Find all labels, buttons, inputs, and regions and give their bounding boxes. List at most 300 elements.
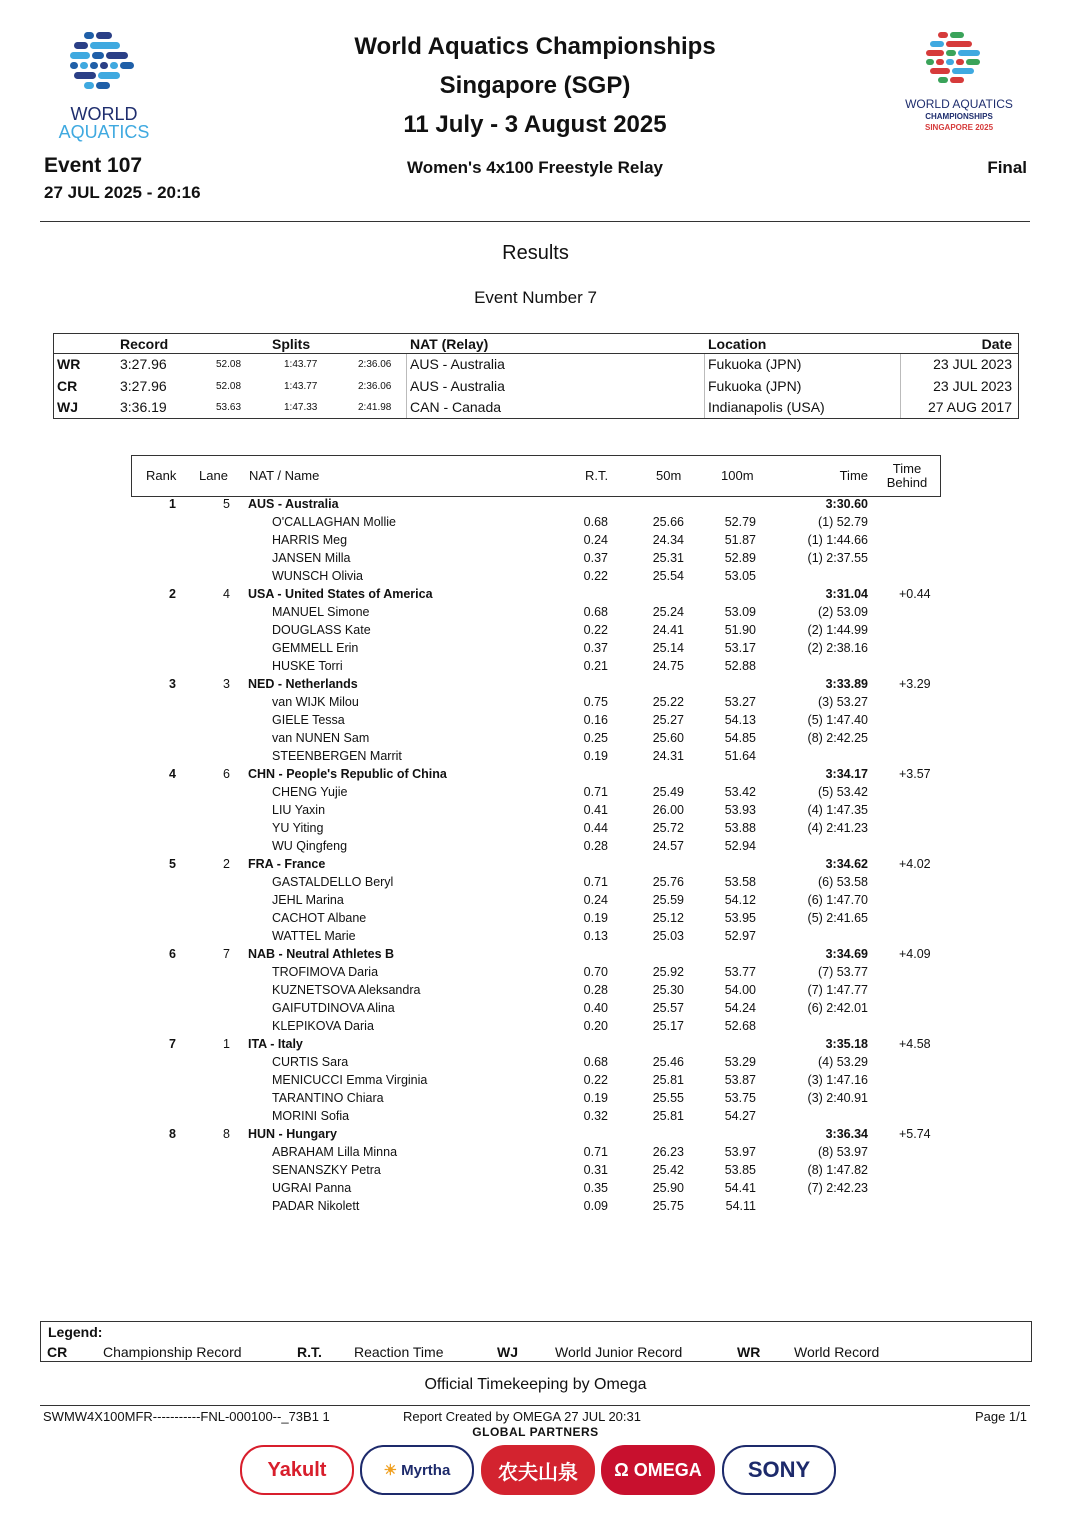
- event-name: Women's 4x100 Freestyle Relay: [406, 158, 664, 177]
- swimmer-name: CACHOT Albane: [272, 911, 367, 925]
- team-rank: 2: [169, 587, 176, 601]
- swimmer-name: JEHL Marina: [272, 893, 344, 907]
- swimmer-100m: 54.12: [724, 893, 756, 907]
- swimmer-name: van WIJK Milou: [272, 695, 359, 709]
- swimmer-cumulative: (7) 53.77: [817, 965, 868, 979]
- swimmer-reaction-time: 0.71: [583, 1145, 608, 1159]
- team-time: 3:35.18: [825, 1037, 868, 1051]
- swimmer-50m: 25.76: [652, 875, 684, 889]
- swimmer-100m: 53.88: [724, 821, 756, 835]
- col-100m: 100m: [721, 468, 754, 483]
- team-nat: NAB - Neutral Athletes B: [248, 947, 395, 961]
- team-time-behind: +0.44: [899, 587, 931, 601]
- swimmer-50m: 26.23: [652, 1145, 684, 1159]
- team-time: 3:34.69: [825, 947, 868, 961]
- swimmer-cumulative: (3) 53.27: [817, 695, 868, 709]
- swimmer-row: [131, 982, 939, 1000]
- record-row: [54, 376, 1018, 397]
- swimmer-reaction-time: 0.28: [583, 983, 608, 997]
- swimmer-50m: 25.60: [652, 731, 684, 745]
- swimmer-cumulative: (7) 2:42.23: [807, 1181, 868, 1195]
- swimmer-name: HUSKE Torri: [272, 659, 343, 673]
- swimmer-row: [131, 514, 939, 532]
- swimmer-name: HARRIS Meg: [272, 533, 348, 547]
- swimmer-100m: 53.87: [724, 1073, 756, 1087]
- partner-logo-nongfu: [481, 1445, 595, 1495]
- swimmer-reaction-time: 0.19: [583, 911, 608, 925]
- record-nat: AUS - Australia: [410, 356, 505, 372]
- partner-logo-sony: [722, 1445, 836, 1495]
- record-row: [54, 354, 1018, 375]
- swimmer-cumulative: (5) 1:47.40: [807, 713, 868, 727]
- record-s3: 2:36.06: [358, 359, 392, 370]
- swimmer-name: MENICUCCI Emma Virginia: [272, 1073, 428, 1087]
- swimmer-100m: 53.58: [724, 875, 756, 889]
- event-number-subtitle: Event Number 7: [474, 288, 597, 307]
- swimmer-50m: 25.55: [652, 1091, 684, 1105]
- swimmer-reaction-time: 0.20: [583, 1019, 608, 1033]
- record-location: Indianapolis (USA): [708, 399, 825, 415]
- swimmer-100m: 53.97: [724, 1145, 756, 1159]
- record-s2: 1:43.77: [284, 359, 318, 370]
- partner-name: SONY: [747, 1457, 811, 1482]
- team-nat: CHN - People's Republic of China: [248, 767, 447, 781]
- swimmer-100m: 54.13: [724, 713, 756, 727]
- team-row: [131, 1126, 939, 1144]
- team-time: 3:30.60: [825, 497, 868, 511]
- swimmer-100m: 53.75: [724, 1091, 756, 1105]
- swimmer-50m: 25.75: [652, 1199, 684, 1213]
- swimmer-50m: 25.66: [652, 515, 684, 529]
- team-time: 3:31.04: [825, 587, 868, 601]
- swimmer-reaction-time: 0.22: [583, 623, 608, 637]
- swimmer-reaction-time: 0.21: [583, 659, 608, 673]
- records-header-record: Record: [120, 336, 169, 352]
- title-line-2: Singapore (SGP): [439, 72, 631, 99]
- logo-right-text-2: CHAMPIONSHIPS: [925, 112, 993, 121]
- swimmer-100m: 51.87: [724, 533, 756, 547]
- swimmer-100m: 54.11: [725, 1199, 756, 1213]
- team-time-behind: +3.29: [899, 677, 931, 691]
- swimmer-name: O'CALLAGHAN Mollie: [272, 515, 396, 529]
- swimmer-reaction-time: 0.68: [583, 1055, 608, 1069]
- swimmer-100m: 53.09: [724, 605, 756, 619]
- swimmer-name: GEMMELL Erin: [272, 641, 359, 655]
- swimmer-50m: 25.30: [652, 983, 684, 997]
- swimmer-cumulative: (8) 2:42.25: [807, 731, 868, 745]
- swimmer-name: CHENG Yujie: [272, 785, 348, 799]
- swimmer-row: [131, 658, 939, 676]
- team-lane: 3: [223, 677, 230, 691]
- record-type: WR: [57, 356, 81, 372]
- team-nat: NED - Netherlands: [248, 677, 358, 691]
- swimmer-100m: 53.77: [724, 965, 756, 979]
- swimmer-100m: 52.89: [724, 551, 756, 565]
- event-datetime: 27 JUL 2025 - 20:16: [44, 183, 201, 202]
- record-row: [54, 397, 1018, 418]
- swimmer-cumulative: (3) 1:47.16: [807, 1073, 868, 1087]
- swimmer-name: SENANSZKY Petra: [272, 1163, 381, 1177]
- swimmer-name: WUNSCH Olivia: [272, 569, 363, 583]
- team-rank: 8: [169, 1127, 176, 1141]
- swimmer-name: JANSEN Milla: [272, 551, 351, 565]
- swimmer-reaction-time: 0.68: [583, 605, 608, 619]
- swimmer-row: [131, 622, 939, 640]
- swimmer-50m: 25.81: [652, 1073, 684, 1087]
- col-50m: 50m: [656, 468, 682, 483]
- championships-wave-icon: [890, 30, 1028, 92]
- title-line-3: 11 July - 3 August 2025: [403, 111, 667, 138]
- swimmer-100m: 53.85: [724, 1163, 756, 1177]
- record-nat: CAN - Canada: [410, 399, 502, 415]
- record-type: WJ: [57, 399, 78, 415]
- record-s1: 52.08: [216, 359, 242, 370]
- team-nat: HUN - Hungary: [248, 1127, 337, 1141]
- team-time: 3:34.17: [825, 767, 868, 781]
- legend-title: Legend:: [48, 1324, 103, 1340]
- partner-name: 农夫山泉: [498, 1461, 578, 1484]
- swimmer-reaction-time: 0.44: [583, 821, 608, 835]
- swimmer-100m: 52.68: [724, 1019, 756, 1033]
- swimmer-name: KLEPIKOVA Daria: [272, 1019, 374, 1033]
- swimmer-name: van NUNEN Sam: [272, 731, 370, 745]
- swimmer-cumulative: (6) 2:42.01: [807, 1001, 868, 1015]
- logo-right-text-3: SINGAPORE 2025: [924, 123, 994, 132]
- swimmer-name: GASTALDELLO Beryl: [272, 875, 394, 889]
- swimmer-50m: 25.90: [652, 1181, 684, 1195]
- partner-logo-omega: [601, 1445, 715, 1495]
- swimmer-reaction-time: 0.22: [583, 569, 608, 583]
- team-nat: USA - United States of America: [248, 587, 433, 601]
- team-rank: 4: [169, 767, 176, 781]
- team-lane: 1: [223, 1037, 230, 1051]
- legend-code: R.T.: [297, 1344, 322, 1360]
- team-lane: 6: [223, 767, 230, 781]
- legend-text: World Junior Record: [555, 1344, 683, 1360]
- swimmer-row: [131, 1108, 939, 1126]
- swimmer-row: [131, 1054, 939, 1072]
- team-time-behind: +4.02: [899, 857, 931, 871]
- swimmer-50m: 25.31: [652, 551, 684, 565]
- swimmer-reaction-time: 0.70: [583, 965, 608, 979]
- records-table: [53, 333, 1019, 419]
- swimmer-100m: 52.88: [724, 659, 756, 673]
- team-row: [131, 676, 939, 694]
- legend-text: Championship Record: [103, 1344, 242, 1360]
- team-nat: ITA - Italy: [248, 1037, 303, 1051]
- team-lane: 2: [223, 857, 230, 871]
- swimmer-reaction-time: 0.71: [583, 785, 608, 799]
- timekeeping-note: Official Timekeeping by Omega: [424, 1376, 647, 1393]
- swimmer-100m: 53.29: [724, 1055, 756, 1069]
- swimmer-cumulative: (5) 53.42: [817, 785, 868, 799]
- swimmer-row: [131, 1000, 939, 1018]
- team-row: [131, 496, 939, 514]
- team-rank: 5: [169, 857, 176, 871]
- record-s1: 52.08: [216, 380, 242, 392]
- col-reaction-time: R.T.: [585, 468, 609, 483]
- swimmer-row: [131, 640, 939, 658]
- record-type: CR: [57, 377, 78, 394]
- title-line-1: World Aquatics Championships: [354, 33, 716, 60]
- swimmer-100m: 53.05: [724, 569, 756, 583]
- partners-title: GLOBAL PARTNERS: [472, 1425, 599, 1439]
- swimmer-cumulative: (1) 1:44.66: [807, 533, 868, 547]
- swimmer-50m: 26.00: [652, 803, 684, 817]
- swimmer-name: TARANTINO Chiara: [272, 1091, 384, 1105]
- logo-text-aquatics: AQUATICS: [58, 122, 150, 142]
- swimmer-50m: 25.46: [652, 1055, 684, 1069]
- swimmer-100m: 54.00: [724, 983, 756, 997]
- team-rank: 7: [169, 1037, 176, 1051]
- world-aquatics-logo: [44, 30, 164, 140]
- swimmer-row: [131, 748, 939, 766]
- swimmer-reaction-time: 0.31: [583, 1163, 608, 1177]
- record-s2: 1:43.77: [284, 380, 318, 392]
- swimmer-name: UGRAI Panna: [272, 1181, 352, 1195]
- swimmer-name: YU Yiting: [272, 821, 324, 835]
- swimmer-50m: 25.42: [652, 1163, 684, 1177]
- logo-right-text-1: WORLD AQUATICS: [905, 97, 1013, 111]
- legend-text: Reaction Time: [354, 1344, 444, 1360]
- swimmer-cumulative: (4) 2:41.23: [807, 821, 868, 835]
- swimmer-row: [131, 1198, 939, 1216]
- record-date: 27 AUG 2017: [927, 399, 1012, 415]
- records-header-nat: NAT (Relay): [410, 336, 489, 352]
- record-s2: 1:47.33: [284, 402, 318, 413]
- swimmer-50m: 25.03: [652, 929, 684, 943]
- swimmer-row: [131, 928, 939, 946]
- swimmer-row: [131, 964, 939, 982]
- team-row: [131, 946, 939, 964]
- swimmer-cumulative: (6) 53.58: [817, 875, 868, 889]
- legend: [40, 1321, 1032, 1362]
- records-header-date: Date: [981, 336, 1012, 352]
- record-s3: 2:41.98: [358, 402, 392, 413]
- swimmer-name: ABRAHAM Lilla Minna: [272, 1145, 398, 1159]
- record-s1: 53.63: [216, 402, 242, 413]
- swimmer-name: DOUGLASS Kate: [272, 623, 371, 637]
- swimmer-reaction-time: 0.35: [583, 1181, 608, 1195]
- team-time: 3:36.34: [825, 1127, 868, 1141]
- record-nat: AUS - Australia: [410, 377, 505, 394]
- sun-icon: ☀: [383, 1462, 398, 1479]
- swimmer-100m: 52.79: [724, 515, 756, 529]
- team-row: [131, 1036, 939, 1054]
- swimmer-name: WU Qingfeng: [272, 839, 348, 853]
- footer-divider: [40, 1405, 1030, 1406]
- swimmer-reaction-time: 0.37: [583, 551, 608, 565]
- swimmer-name: CURTIS Sara: [272, 1055, 349, 1069]
- legend-code: WR: [737, 1344, 761, 1360]
- swimmer-row: [131, 532, 939, 550]
- swimmer-100m: 53.17: [724, 641, 756, 655]
- swimmer-row: [131, 1072, 939, 1090]
- results-table-header: [131, 455, 941, 497]
- swimmer-row: [131, 568, 939, 586]
- team-time: 3:34.62: [825, 857, 868, 871]
- team-time-behind: +4.09: [899, 947, 931, 961]
- col-lane: Lane: [199, 468, 228, 483]
- swimmer-cumulative: (4) 1:47.35: [807, 803, 868, 817]
- col-time-behind-1: Time: [892, 461, 922, 476]
- swimmer-50m: 25.54: [652, 569, 684, 583]
- swimmer-reaction-time: 0.37: [583, 641, 608, 655]
- swimmer-reaction-time: 0.09: [583, 1199, 608, 1213]
- swimmer-50m: 24.31: [652, 749, 684, 763]
- legend-code: WJ: [497, 1344, 518, 1360]
- swimmer-50m: 25.57: [652, 1001, 684, 1015]
- record-time: 3:36.19: [120, 399, 167, 415]
- swimmer-cumulative: (1) 52.79: [817, 515, 868, 529]
- record-location: Fukuoka (JPN): [708, 356, 802, 372]
- swimmer-cumulative: (2) 53.09: [817, 605, 868, 619]
- team-nat: AUS - Australia: [248, 497, 339, 511]
- swimmer-row: [131, 730, 939, 748]
- swimmer-50m: 25.81: [652, 1109, 684, 1123]
- swimmer-100m: 54.41: [724, 1181, 756, 1195]
- team-rank: 1: [169, 497, 176, 511]
- swimmer-50m: 25.27: [652, 713, 684, 727]
- record-date: 23 JUL 2023: [933, 356, 1012, 372]
- swimmer-cumulative: (2) 2:38.16: [807, 641, 868, 655]
- swimmer-row: [131, 1162, 939, 1180]
- swimmer-row: [131, 874, 939, 892]
- partner-name: Myrtha: [401, 1461, 451, 1479]
- swimmer-50m: 24.57: [652, 839, 684, 853]
- swimmer-reaction-time: 0.16: [583, 713, 608, 727]
- col-time-behind-2: Behind: [886, 475, 928, 490]
- team-row: [131, 586, 939, 604]
- swimmer-reaction-time: 0.13: [583, 929, 608, 943]
- swimmer-100m: 53.93: [724, 803, 756, 817]
- record-date: 23 JUL 2023: [933, 377, 1012, 394]
- swimmer-reaction-time: 0.19: [583, 749, 608, 763]
- swimmer-50m: 24.75: [652, 659, 684, 673]
- swimmer-row: [131, 910, 939, 928]
- swimmer-reaction-time: 0.71: [583, 875, 608, 889]
- swimmer-100m: 53.95: [724, 911, 756, 925]
- swimmer-row: [131, 838, 939, 856]
- swimmer-name: WATTEL Marie: [272, 929, 356, 943]
- swimmer-100m: 52.94: [724, 839, 756, 853]
- team-time-behind: +5.74: [899, 1127, 931, 1141]
- swimmer-reaction-time: 0.68: [583, 515, 608, 529]
- swimmer-cumulative: (4) 53.29: [817, 1055, 868, 1069]
- swimmer-row: [131, 784, 939, 802]
- partner-name: Yakult: [267, 1458, 327, 1481]
- swimmer-cumulative: (5) 2:41.65: [807, 911, 868, 925]
- swimmer-reaction-time: 0.75: [583, 695, 608, 709]
- round-label: Final: [987, 158, 1027, 177]
- swimmer-cumulative: (2) 1:44.99: [807, 623, 868, 637]
- swimmer-reaction-time: 0.24: [583, 533, 608, 547]
- swimmer-cumulative: (7) 1:47.77: [807, 983, 868, 997]
- swimmer-row: [131, 550, 939, 568]
- swimmer-row: [131, 820, 939, 838]
- team-time: 3:33.89: [825, 677, 868, 691]
- swimmer-reaction-time: 0.22: [583, 1073, 608, 1087]
- swimmer-row: [131, 802, 939, 820]
- records-header-location: Location: [708, 336, 767, 352]
- swimmer-cumulative: (6) 1:47.70: [807, 893, 868, 907]
- swimmer-50m: 25.49: [652, 785, 684, 799]
- swimmer-50m: 25.12: [652, 911, 684, 925]
- swimmer-name: GIELE Tessa: [272, 713, 345, 727]
- partner-logo-yakult: [240, 1445, 354, 1495]
- swimmer-reaction-time: 0.32: [583, 1109, 608, 1123]
- swimmer-100m: 54.27: [724, 1109, 756, 1123]
- team-rank: 6: [169, 947, 176, 961]
- swimmer-100m: 54.85: [724, 731, 756, 745]
- record-time: 3:27.96: [120, 356, 167, 372]
- swimmer-name: GAIFUTDINOVA Alina: [272, 1001, 395, 1015]
- swimmer-reaction-time: 0.25: [583, 731, 608, 745]
- swimmer-reaction-time: 0.19: [583, 1091, 608, 1105]
- swimmer-name: MORINI Sofia: [272, 1109, 350, 1123]
- swimmer-100m: 53.42: [724, 785, 756, 799]
- record-time: 3:27.96: [120, 377, 167, 394]
- report-code: SWMW4X100MFR-----------FNL-000100--_73B1 1: [43, 1409, 330, 1424]
- event-number-label: Event 107: [44, 154, 143, 177]
- team-lane: 8: [223, 1127, 230, 1141]
- legend-code: CR: [47, 1344, 68, 1360]
- col-rank: Rank: [146, 468, 177, 483]
- legend-text: World Record: [794, 1344, 880, 1360]
- swimmer-50m: 25.72: [652, 821, 684, 835]
- team-lane: 7: [223, 947, 230, 961]
- swimmer-100m: 51.64: [724, 749, 756, 763]
- swimmer-cumulative: (1) 2:37.55: [807, 551, 868, 565]
- swimmer-100m: 51.90: [724, 623, 756, 637]
- header-divider: [40, 221, 1030, 222]
- swimmer-reaction-time: 0.41: [583, 803, 608, 817]
- swimmer-50m: 25.59: [652, 893, 684, 907]
- swimmer-100m: 52.97: [724, 929, 756, 943]
- swimmer-50m: 25.22: [652, 695, 684, 709]
- report-created: Report Created by OMEGA 27 JUL 20:31: [403, 1409, 641, 1424]
- swimmer-name: LIU Yaxin: [272, 803, 326, 817]
- swimmer-50m: 25.17: [652, 1019, 684, 1033]
- swimmer-cumulative: (3) 2:40.91: [807, 1091, 868, 1105]
- swimmer-name: STEENBERGEN Marrit: [272, 749, 402, 763]
- team-nat: FRA - France: [248, 857, 326, 871]
- team-row: [131, 766, 939, 784]
- swimmer-row: [131, 1180, 939, 1198]
- team-time-behind: +4.58: [899, 1037, 931, 1051]
- team-row: [131, 856, 939, 874]
- swimmer-row: [131, 1018, 939, 1036]
- swimmer-reaction-time: 0.40: [583, 1001, 608, 1015]
- swimmer-row: [131, 712, 939, 730]
- record-s3: 2:36.06: [358, 380, 392, 392]
- logo-text-world: WORLD: [70, 104, 138, 124]
- team-time-behind: +3.57: [899, 767, 931, 781]
- swimmer-reaction-time: 0.28: [583, 839, 608, 853]
- col-time: Time: [839, 468, 868, 483]
- col-nat-name: NAT / Name: [249, 468, 320, 483]
- swimmer-name: TROFIMOVA Daria: [272, 965, 379, 979]
- records-header-splits: Splits: [272, 336, 311, 352]
- swimmer-row: [131, 1090, 939, 1108]
- partner-logo-myrtha: [360, 1445, 474, 1495]
- swimmer-row: [131, 604, 939, 622]
- page-number: Page 1/1: [974, 1409, 1027, 1424]
- swimmer-reaction-time: 0.24: [583, 893, 608, 907]
- swimmer-100m: 54.24: [724, 1001, 756, 1015]
- swimmer-name: KUZNETSOVA Aleksandra: [272, 983, 421, 997]
- swimmer-row: [131, 892, 939, 910]
